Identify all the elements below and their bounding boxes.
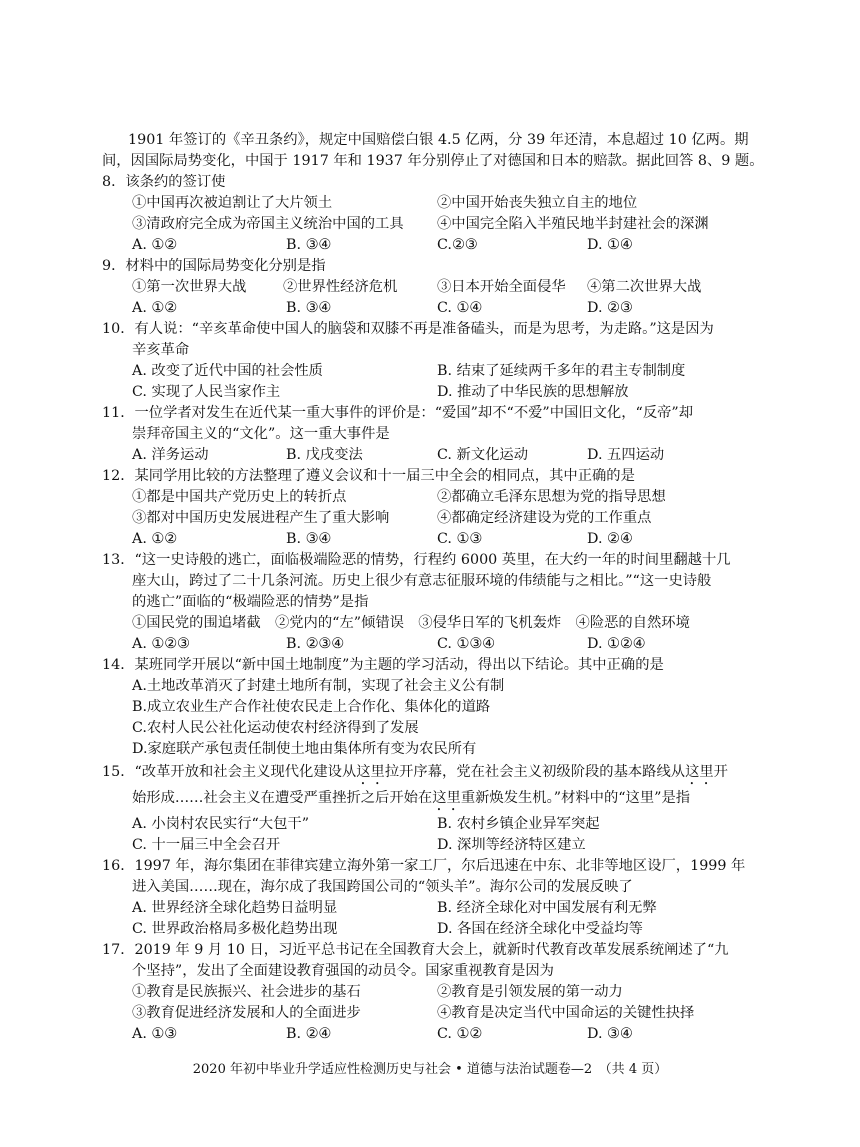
q12-option-2: ②都确立毛泽东思想为党的指导思想 (437, 489, 666, 505)
q11-answers (132, 445, 732, 466)
q12-answer-c: C. ①③ (437, 531, 483, 547)
q10-answers-row-1 (132, 361, 732, 382)
q15-stem-1c: 拉开序幕，党在社会主义初级阶段的基本路线从 (384, 764, 686, 780)
q16-answer-a: A. 世界经济全球化趋势日益明显 (132, 900, 338, 916)
q8-options-row-2 (132, 214, 732, 235)
q17-option-4: ④教育是决定当代中国命运的关键性抉择 (437, 1005, 695, 1021)
q9-answer-b: B. ③④ (286, 300, 332, 316)
q13-answers (132, 634, 732, 655)
q17-option-3: ③教育促进经济发展和人的全面进步 (132, 1005, 361, 1021)
q13-stem-line-3: 的逃亡”面临的“极端险恶的情势”是指 (132, 594, 369, 610)
q8-answer-b: B. ③④ (286, 237, 332, 253)
q8-answers (132, 235, 732, 256)
q13-options: ①国民党的围追堵截 ②党内的“左”倾错误 ③侵华日军的飞机轰炸 ④险恶的自然环境 (132, 615, 690, 631)
q14-stem: 14．某班同学开展以“新中国土地制度”为主题的学习活动，得出以下结论。其中正确的是 (102, 657, 664, 673)
q17-answer-c: C. ①② (437, 1026, 483, 1042)
q9-answer-a: A. ①② (132, 300, 178, 316)
q12-options-row-2 (132, 508, 732, 529)
q13-answer-a: A. ①②③ (132, 636, 190, 652)
q15-answer-d: D. 深圳等经济特区建立 (437, 837, 586, 853)
q12-answer-b: B. ③④ (286, 531, 332, 547)
q14-answer-c: C.农村人民公社化运动使农村经济得到了发展 (132, 720, 419, 736)
q8-option-1: ①中国再次被迫割让了大片领土 (132, 195, 333, 211)
q8-stem: 8．该条约的签订使 (102, 174, 226, 190)
page-footer: 2020 年初中毕业升学适应性检测历史与社会 • 道德与法治试题卷—2 （共 4 页） (192, 1062, 668, 1077)
q11-answer-c: C. 新文化运动 (437, 447, 529, 463)
q17-stem-line-2: 个坚持”，发出了全面建设教育强国的动员令。国家重视教育是因为 (132, 963, 554, 979)
q12-stem: 12．某同学用比较的方法整理了遵义会议和十一届三中全会的相同点，其中正确的是 (102, 468, 635, 484)
q8-option-4: ④中国完全陷入半殖民地半封建社会的深渊 (437, 216, 709, 232)
q11-stem-line-2: 崇拜帝国主义的“文化”。这一重大事件是 (132, 426, 390, 442)
q14-answer-d: D.家庭联产承包责任制使土地由集体所有变为农民所有 (132, 741, 477, 757)
q15-emphasis-here-3: 这里 (432, 790, 461, 806)
q12-answer-a: A. ①② (132, 531, 178, 547)
q15-stem-2a: 始形成……社会主义在遭受严重挫折之后开始在 (132, 790, 433, 806)
q16-stem-line-2: 进入美国……现在，海尔成了我国跨国公司的“领头羊”。海尔公司的发展反映了 (132, 879, 633, 895)
q16-answer-d: D. 各国在经济全球化中受益均等 (437, 921, 643, 937)
q17-answer-d: D. ③④ (587, 1026, 633, 1042)
intro-line-1: 1901 年签订的《辛丑条约》，规定中国赔偿白银 4.5 亿两，分 39 年还清，本息超过 10 亿两。期 (128, 132, 749, 148)
q14-answer-b: B.成立农业生产合作社使农民走上合作化、集体化的道路 (132, 699, 491, 715)
q15-emphasis-here-2: 这里 (685, 764, 714, 780)
q12-option-3: ③都对中国历史发展进程产生了重大影响 (132, 510, 390, 526)
q15-answers-row-2 (132, 835, 732, 856)
q17-options-row-2 (132, 1003, 732, 1024)
q11-answer-d: D. 五四运动 (587, 447, 665, 463)
q10-answer-d: D. 推动了中华民族的思想解放 (437, 384, 629, 400)
q13-answer-d: D. ①②④ (587, 636, 646, 652)
q15-answer-a: A. 小岗村农民实行“大包干” (132, 816, 309, 832)
q10-answer-a: A. 改变了近代中国的社会性质 (132, 363, 323, 379)
q16-answers-row-2 (132, 919, 732, 940)
q12-answers (132, 529, 732, 550)
q10-stem-line-2: 辛亥革命 (132, 342, 190, 358)
q12-option-1: ①都是中国共产党历史上的转折点 (132, 489, 347, 505)
q15-answer-b: B. 农村乡镇企业异军突起 (437, 816, 600, 832)
q8-answer-c: C.②③ (437, 237, 478, 253)
q15-stem-1a: 15．“改革开放和社会主义现代化建设从 (102, 764, 357, 780)
q16-answer-b: B. 经济全球化对中国发展有利无弊 (437, 900, 657, 916)
q14-answer-a: A.土地改革消灭了封建土地所有制，实现了社会主义公有制 (132, 678, 505, 694)
q11-answer-b: B. 戊戌变法 (286, 447, 363, 463)
q9-options (132, 277, 732, 298)
q8-option-2: ②中国开始丧失独立自主的地位 (437, 195, 638, 211)
q12-option-4: ④都确定经济建设为党的工作重点 (437, 510, 652, 526)
q13-answer-b: B. ②③④ (286, 636, 345, 652)
q15-stem-line-2 (132, 788, 690, 809)
q8-answer-d: D. ①④ (587, 237, 633, 253)
q15-stem-2c: 重新焕发生机。”材料中的“这里”是指 (460, 790, 691, 806)
q17-stem-line-1: 17．2019 年 9 月 10 日，习近平总书记在全国教育大会上，就新时代教育改革发展系统阐述了“九 (102, 942, 729, 958)
q8-options-row-1 (132, 193, 732, 214)
q12-answer-d: D. ②④ (587, 531, 633, 547)
q9-stem: 9．材料中的国际局势变化分别是指 (102, 258, 326, 274)
q10-answers-row-2 (132, 382, 732, 403)
q8-option-3: ③清政府完全成为帝国主义统治中国的工具 (132, 216, 404, 232)
q10-answer-b: B. 结束了延续两千多年的君主专制制度 (437, 363, 686, 379)
q15-answer-c: C. 十一届三中全会召开 (132, 837, 281, 853)
q11-answer-a: A. 洋务运动 (132, 447, 209, 463)
q9-option-4: ④第二次世界大战 (587, 279, 702, 295)
q16-answer-c: C. 世界政治格局多极化趋势出现 (132, 921, 338, 937)
q17-options-row-1 (132, 982, 732, 1003)
q17-option-1: ①教育是民族振兴、社会进步的基石 (132, 984, 361, 1000)
q9-answer-d: D. ②③ (587, 300, 633, 316)
q15-stem-1e: 开 (713, 764, 728, 780)
q9-option-2: ②世界性经济危机 (283, 279, 398, 295)
q16-stem-line-1: 16．1997 年，海尔集团在菲律宾建立海外第一家工厂，尔后迅速在中东、北非等地区设厂，1999 年 (102, 858, 746, 874)
q17-answers (132, 1024, 732, 1045)
q15-stem-line-1 (102, 762, 728, 783)
q13-stem-line-2: 座大山，跨过了二十几条河流。历史上很少有意志征服环境的伟绩能与之相比。”“这一史诗般 (132, 573, 712, 589)
q12-options-row-1 (132, 487, 732, 508)
q9-answer-c: C. ①④ (437, 300, 483, 316)
q15-emphasis-here-1: 这里 (356, 764, 385, 780)
q17-answer-a: A. ①③ (132, 1026, 178, 1042)
q13-answer-c: C. ①③④ (437, 636, 495, 652)
q17-option-2: ②教育是引领发展的第一动力 (437, 984, 623, 1000)
q10-answer-c: C. 实现了人民当家作主 (132, 384, 281, 400)
q13-stem-line-1: 13．“这一史诗般的逃亡，面临极端险恶的情势，行程约 6000 英里，在大约一年的时间里翻越十几 (102, 552, 731, 568)
q9-option-1: ①第一次世界大战 (132, 279, 247, 295)
q8-answer-a: A. ①② (132, 237, 178, 253)
q15-answers-row-1 (132, 814, 732, 835)
q9-answers (132, 298, 732, 319)
q11-stem-line-1: 11．一位学者对发生在近代某一重大事件的评价是：“爱国”却不“不爱”中国旧文化，“反帝”却 (102, 405, 694, 421)
intro-line-2: 间，因国际局势变化，中国于 1917 年和 1937 年分别停止了对德国和日本的赔款。据此回答 8、9 题。 (102, 153, 764, 169)
q9-option-3: ③日本开始全面侵华 (437, 279, 566, 295)
q10-stem-line-1: 10．有人说：“辛亥革命使中国人的脑袋和双膝不再是准备磕头，而是为思考，为走路。”这是因为 (102, 321, 714, 337)
q17-answer-b: B. ②④ (286, 1026, 332, 1042)
q16-answers-row-1 (132, 898, 732, 919)
